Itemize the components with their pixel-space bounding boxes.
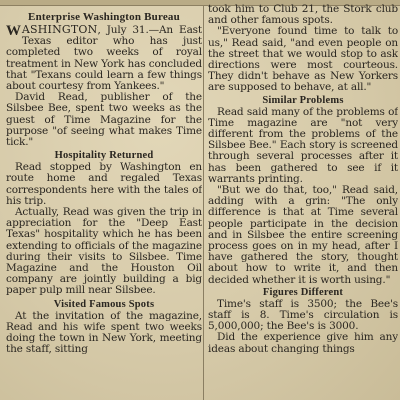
subheadline-visited: Visited Famous Spots (53, 298, 155, 310)
subheadline-figures-different: Figures Different (262, 286, 344, 298)
dateline-word: ASHINGTON (21, 23, 98, 36)
continued-paragraph: took him to Club 21, the Stork club and other famous spots. (208, 4, 398, 27)
article-paragraph: Did the experience give him any ideas about changing things (208, 331, 398, 355)
subheadline-similar-problems: Similar Problems (262, 94, 344, 106)
article-paragraph: Actually, Read was given the trip in appreciation for the "Deep East Texas" hospitality which he has been extending to officials of the magazine during their visits to Silsbee. Time Magazine and the Houston Oil company are jointly building a big paper pulp mill near Silsbee. (6, 206, 202, 297)
bureau-byline: Enterprise Washington Bureau (28, 11, 180, 23)
column-rule (203, 6, 204, 400)
article-paragraph: "But we do that, too," Read said, adding with a grin: "The only difference is that at Time several people participate in the decision and in Silsbee the entire screening process goes on in my head, after I have gathered the story, thought about how to write it, and then decided whether it is worth using." (208, 184, 398, 286)
lead-paragraph-text: , July 31.—An East Texas editor who has just completed two weeks of royal treatment in New York has concluded that "Texans could learn a few things about courtesy from Yankees." (6, 24, 202, 93)
drop-cap: W (6, 23, 21, 39)
lead-paragraph (6, 24, 202, 92)
article-paragraph: Read stopped by Washington en route home and regaled Texas correspondents here with the tales of his trip. (6, 161, 202, 207)
right-column (208, 4, 398, 400)
subheadline-hospitality: Hospitality Returned (54, 150, 154, 162)
article-paragraph: "Everyone found time to talk to us," Read said, "and even people on the street that we would stop to ask directions were most courteous. They didn't behave as New Yorkers are supposed to behave, at all." (208, 25, 398, 94)
article-paragraph: At the invitation of the magazine, Read and his wife spent two weeks doing the town in New York, meeting the staff, sitting (6, 309, 202, 356)
article-paragraph: Time's staff is 3500; the Bee's staff is 8. Time's circulation is 5,000,000; the Bee's is 3000. (208, 297, 398, 333)
left-column (6, 4, 202, 400)
article-paragraph: David Read, publisher of the Silsbee Bee, spent two weeks as the guest of Time Magazine for the purpose "of seeing what makes Time tick." (6, 91, 202, 149)
article-paragraph: Read said many of the problems of Time magazine are "not very different from the problems of the Silsbee Bee." Each story is screened through several processes after it has been gathered to see if it warrants printing. (208, 105, 398, 185)
